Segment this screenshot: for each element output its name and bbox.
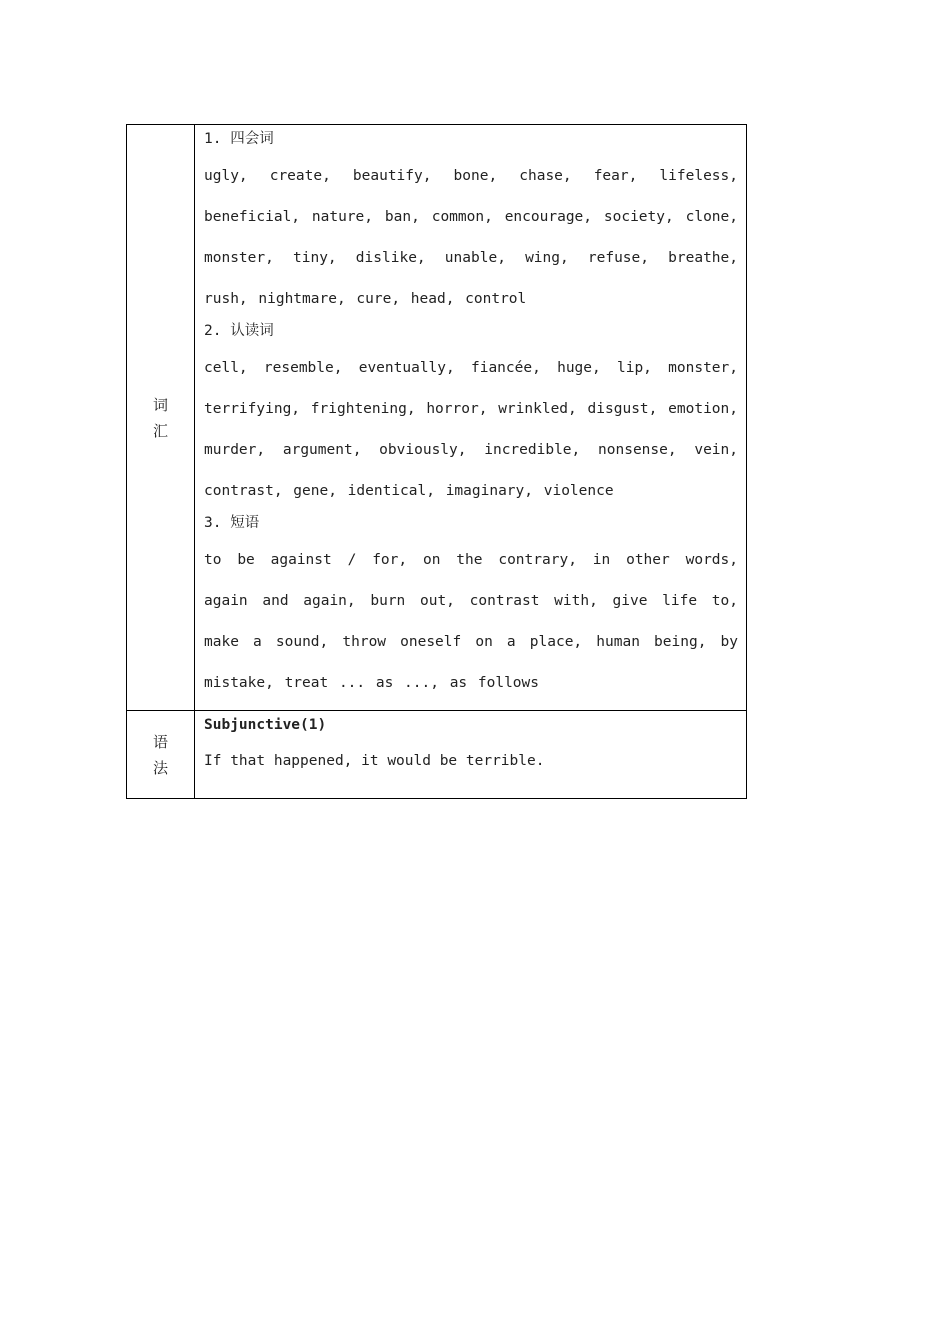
section-heading-phrases: 3. 短语 — [204, 515, 260, 531]
grammar-example-sentence: If that happened, it would be terrible. — [204, 753, 545, 769]
vocabulary-label-cell — [127, 125, 195, 710]
lesson-table — [126, 124, 747, 799]
section-heading-four-skill-words: 1. 四会词 — [204, 131, 274, 147]
vocabulary-row — [127, 125, 746, 710]
section-heading-reading-words: 2. 认读词 — [204, 323, 274, 339]
vocabulary-label: 词汇 — [152, 395, 168, 440]
grammar-label: 语法 — [152, 732, 168, 777]
grammar-label-cell — [127, 711, 195, 798]
reading-word-list: cell, resemble, eventually, fiancée, huge, lip, monster, terrifying, frightening, horror, wrinkled, disgust, emotion, murder, argument, obviously, incredible, nonsense, vein, contrast, gene, identical, imaginary, violence — [204, 360, 738, 499]
four-skill-word-list: ugly, create, beautify, bone, chase, fear, lifeless, beneficial, nature, ban, common, encourage, society, clone, monster, tiny, dislike, unable, wing, refuse, breathe, rush, nightmare, cure, head, control — [204, 168, 738, 307]
grammar-row — [127, 710, 746, 798]
grammar-content — [195, 711, 746, 798]
phrase-list: to be against / for, on the contrary, in other words, again and again, burn out, contrast with, give life to, make a sound, throw oneself on a place, human being, by mistake, treat ... as ..., as follows — [204, 552, 738, 691]
grammar-title: Subjunctive(1) — [204, 717, 327, 733]
vocabulary-content — [195, 125, 746, 710]
